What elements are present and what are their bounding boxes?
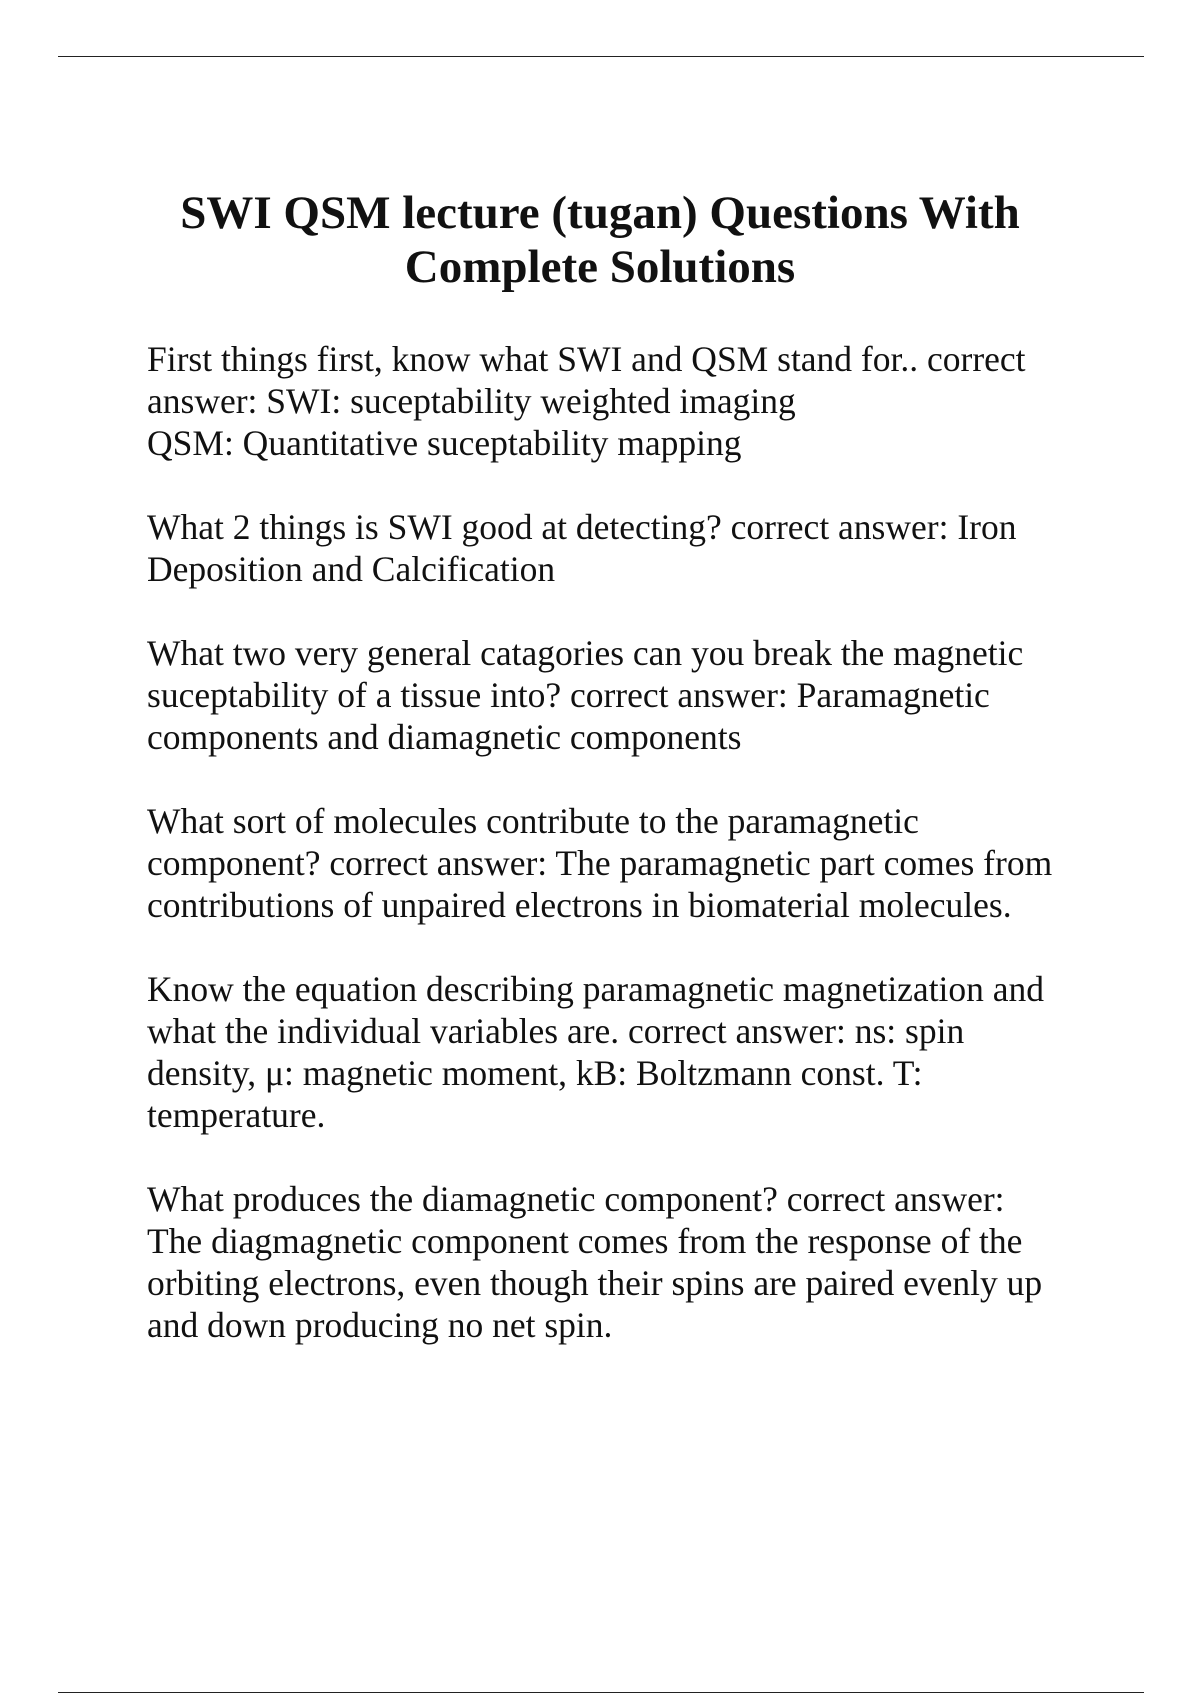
page-title (120, 186, 1080, 294)
qa-line: What sort of molecules contribute to the paramagnetic (147, 801, 919, 841)
qa-list (147, 338, 1107, 1388)
qa-line: answer: SWI: suceptability weighted imaging (147, 381, 796, 421)
qa-line: suceptability of a tissue into? correct answer: Paramagnetic (147, 675, 990, 715)
qa-line: and down producing no net spin. (147, 1305, 613, 1345)
qa-item (147, 338, 1107, 464)
qa-line: What 2 things is SWI good at detecting? correct answer: Iron (147, 507, 1017, 547)
qa-item (147, 506, 1107, 590)
title-line: Complete Solutions (404, 241, 796, 293)
footer-divider (58, 1692, 1144, 1693)
qa-line: First things first, know what SWI and QSM stand for.. correct (147, 339, 1026, 379)
qa-line: what the individual variables are. correct answer: ns: spin (147, 1011, 965, 1051)
qa-line: Deposition and Calcification (147, 549, 556, 589)
qa-line: QSM: Quantitative suceptability mapping (147, 423, 742, 463)
qa-item (147, 1178, 1107, 1346)
qa-line: contributions of unpaired electrons in biomaterial molecules. (147, 885, 1012, 925)
qa-item (147, 800, 1107, 926)
title-line: SWI QSM lecture (tugan) Questions With (180, 187, 1020, 239)
qa-line: What produces the diamagnetic component? correct answer: (147, 1179, 1005, 1219)
qa-line: Know the equation describing paramagnetic magnetization and (147, 969, 1045, 1009)
qa-line: density, μ: magnetic moment, kB: Boltzmann const. T: (147, 1053, 923, 1093)
qa-line: component? correct answer: The paramagnetic part comes from (147, 843, 1053, 883)
qa-line: What two very general catagories can you break the magnetic (147, 633, 1024, 673)
qa-line: components and diamagnetic components (147, 717, 742, 757)
qa-line: temperature. (147, 1095, 326, 1135)
qa-item (147, 968, 1107, 1136)
qa-line: The diagmagnetic component comes from the response of the (147, 1221, 1023, 1261)
qa-line: orbiting electrons, even though their spins are paired evenly up (147, 1263, 1043, 1303)
header-divider (58, 56, 1144, 57)
qa-item (147, 632, 1107, 758)
